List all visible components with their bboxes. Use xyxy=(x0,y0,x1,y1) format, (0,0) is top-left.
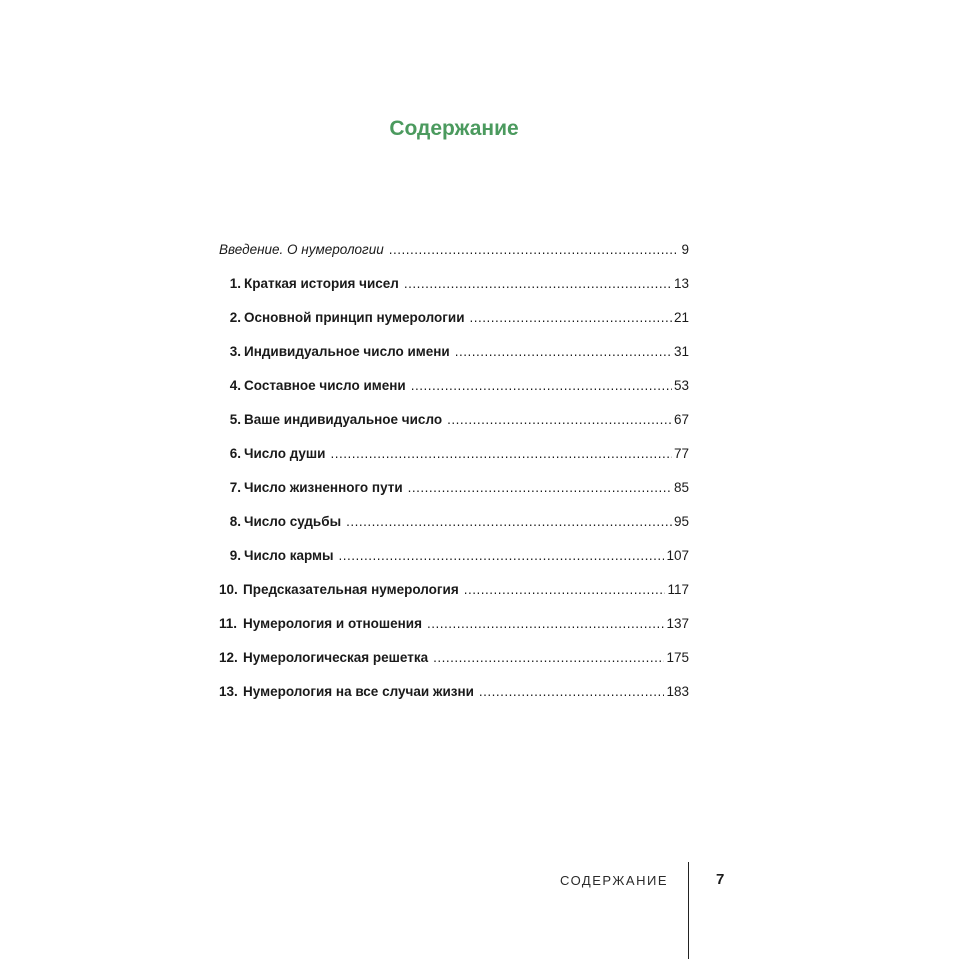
toc-entry[interactable] xyxy=(219,510,689,544)
toc-entry-page: 137 xyxy=(666,616,689,631)
toc-leader-dots xyxy=(470,306,672,330)
toc-entry-label: Число кармы xyxy=(244,548,334,563)
toc-entry-number: 1. xyxy=(229,276,241,291)
toc-entry-number: 13. xyxy=(219,684,238,699)
toc-leader-dots xyxy=(479,680,665,704)
toc-entry-label: Введение. О нумерологии xyxy=(219,242,384,257)
toc-entry[interactable] xyxy=(219,680,689,714)
toc-entry-intro[interactable] xyxy=(219,238,689,272)
toc-entry-label: Краткая история чисел xyxy=(244,276,399,291)
toc-entry-number: 11. xyxy=(219,616,238,631)
page-number: 7 xyxy=(716,871,725,888)
toc-entry-page: 67 xyxy=(673,412,689,427)
toc-leader-dots xyxy=(408,476,672,500)
toc-entry[interactable] xyxy=(219,306,689,340)
toc-entry[interactable] xyxy=(219,408,689,442)
toc-entry-label: Число души xyxy=(244,446,326,461)
toc-entry[interactable] xyxy=(219,442,689,476)
toc-entry-number: 4. xyxy=(229,378,241,393)
toc-entry[interactable] xyxy=(219,374,689,408)
toc-entry-page: 9 xyxy=(681,242,689,257)
toc-leader-dots xyxy=(411,374,672,398)
toc-leader-dots xyxy=(447,408,672,432)
toc-entry-page: 31 xyxy=(673,344,689,359)
toc-entry-number: 10. xyxy=(219,582,238,597)
toc-entry-page: 175 xyxy=(666,650,689,665)
toc-entry-label: Предсказательная нумерология xyxy=(243,582,459,597)
toc-entry-label: Число жизненного пути xyxy=(244,480,403,495)
toc-leader-dots xyxy=(455,340,672,364)
toc-entry-number: 6. xyxy=(229,446,241,461)
toc-entry-label: Индивидуальное число имени xyxy=(244,344,450,359)
toc-entry-label: Число судьбы xyxy=(244,514,342,529)
toc-entry-page: 85 xyxy=(673,480,689,495)
toc-entry-label: Нумерология и отношения xyxy=(243,616,422,631)
toc-entry[interactable] xyxy=(219,340,689,374)
toc-entry-page: 95 xyxy=(673,514,689,529)
toc-entry-number: 8. xyxy=(229,514,241,529)
toc-leader-dots xyxy=(464,578,666,602)
toc-leader-dots xyxy=(433,646,664,670)
toc-leader-dots xyxy=(346,510,672,534)
toc-entry-number: 3. xyxy=(229,344,241,359)
toc-leader-dots xyxy=(389,238,680,262)
toc-entry-page: 53 xyxy=(673,378,689,393)
toc-entry[interactable] xyxy=(219,612,689,646)
toc-entry-label: Нумерология на все случаи жизни xyxy=(243,684,474,699)
toc-leader-dots xyxy=(330,442,671,466)
toc-entry-number: 5. xyxy=(229,412,241,427)
toc-entry-page: 13 xyxy=(673,276,689,291)
toc-entry-number: 7. xyxy=(229,480,241,495)
toc-leader-dots xyxy=(404,272,672,296)
running-footer-section: СОДЕРЖАНИЕ xyxy=(559,873,668,888)
toc-entry-page: 183 xyxy=(666,684,689,699)
page-title: Содержание xyxy=(389,117,519,140)
toc-entry-label: Ваше индивидуальное число xyxy=(244,412,443,427)
toc-entry-number: 9. xyxy=(229,548,241,563)
toc-leader-dots xyxy=(427,612,664,636)
toc-entry-page: 77 xyxy=(673,446,689,461)
toc-entry-label: Основной принцип нумерологии xyxy=(244,310,465,325)
toc-entry[interactable] xyxy=(219,476,689,510)
toc-entry-page: 107 xyxy=(666,548,689,563)
footer-divider xyxy=(688,862,689,959)
toc-entry[interactable] xyxy=(219,544,689,578)
toc-entry-label: Составное число имени xyxy=(244,378,406,393)
toc-entry-label: Нумерологическая решетка xyxy=(243,650,429,665)
table-of-contents xyxy=(219,238,689,714)
toc-entry-number: 2. xyxy=(229,310,241,325)
toc-entry[interactable] xyxy=(219,646,689,680)
toc-entry[interactable] xyxy=(219,272,689,306)
toc-entry-number: 12. xyxy=(219,650,238,665)
toc-leader-dots xyxy=(339,544,665,568)
toc-entry[interactable] xyxy=(219,578,689,612)
toc-entry-page: 21 xyxy=(673,310,689,325)
toc-entry-page: 117 xyxy=(667,582,689,597)
